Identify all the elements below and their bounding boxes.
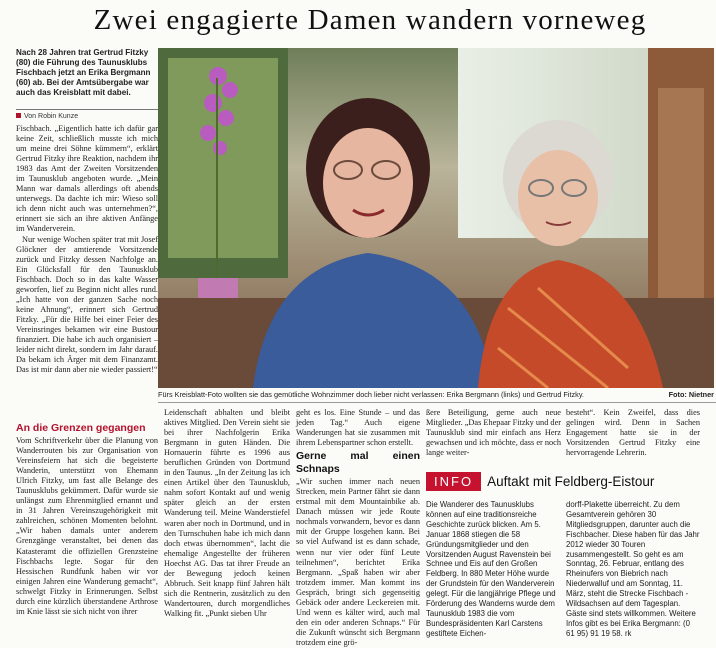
paragraph: Leidenschaft abhalten und bleibt aktives Mitglied. Den Verein sieht sie bei ihrer Nachfolgerin Erika Bergmann in guten Händen. Die Hornauerin führte es 1996 aus beruflichen Gründen von Dortmund in den Taunus. „In der Zeitung las ich einen Artikel über den Taunusklub, nahm sofort Kontakt auf und wenig später gleich an der ersten Wanderung teil. Meine Wanderstiefel waren aber noch in Dortmund, und in den Turnschuhen habe ich mich dann doch etwas übernommen“, lacht die ehemalige Angestellte der früheren Hoechst AG. Das tat ihrer Freude an der Bewegung jedoch keinen Abbruch. Seit knapp fünf Jahren hält sich die Rentnerin, zusätzlich zu den Wandertouren, durch morgendliches Walking fit. „Punkt sieben Uhr [164, 408, 290, 618]
info-column-1 [426, 500, 561, 639]
info-column-2 [566, 500, 700, 639]
paragraph: Vom Schriftverkehr über die Planung von Wanderrouten bis zur Organisation von Vereinsfeiern hat sich die begeisterte Wanderin, unterstützt von Ehemann Ulrich Fitzky, um fast alle Belange des Taunusklubs gekümmert. Dafür wurde sie unlängst zum Ehrenmitglied ernannt und in 31 Jahren Vereinszugehörigkeit mit zahlreichen, schönen Momenten belohnt. „Wir haben damals unter anderem Grenzgänge veranstaltet, bei denen das Katasteramt die offiziellen Grenzsteine Fischbachs legte. Sogar für den Hessischen Rundfunk haben wir vor einigen Jahren eine Wanderung gemacht“, schwelgt Fitzky in Erinnerungen. Selbst durch eine kürzlich überstandene Arthrose im Knie lässt sie sich nicht von ihrer [16, 436, 158, 616]
info-tag: INFO [426, 472, 481, 491]
byline-square-icon [16, 113, 21, 118]
caption-text: Fürs Kreisblatt-Foto wollten sie das gemütliche Wohnzimmer doch lieber nicht verlassen: Erika Bergmann (links) und Gertrud Fitzky. [158, 390, 584, 399]
paragraph: Nur wenige Wochen später trat mit Josef Glöckner der amtierende Vorsitzende zurück und Fitzky dessen Nachfolge an. Ein Glücksfall für den Taunusklub Fischbach. Doch so in das kalte Wasser geworfen, lief zu Beginn nicht alles rund. „Ich hatte von der ganzen Sache noch keine Ahnung“, erinnert sich Gertrud Fitzky. „Für die Hilfe bei einer Feier des Vereinsringes bekamen wir eine Bustour finanziert. Die habe ich auch organisiert – leider nicht direkt, sondern im Jahr darauf. Da bekam ich Ärger mit dem Finanzamt. Das ist mir dann aber nie wieder passiert!“ [16, 234, 158, 375]
paragraph: „Wir suchen immer nach neuen Strecken, mein Partner fährt sie dann erstmal mit dem Mountainbike ab. Danach müssen wir jede Route nochmals vorwandern, bevor es dann mit der Gruppe losgehen kann. Bei so viel Aufwand ist es dann schade, wenn nur vier oder fünf Leute teilnehmen“, berichtet Erika Bergmann. „Spaß haben wir aber trotzdem immer. Man kommt ins Gespräch, bringt sich gegenseitig Gebäck oder andere Leckereien mit. Und wenn es kälter wird, auch mal den ein oder anderen Schnaps.“ Für die Zukunft wünscht sich Bergmann trotzdem eine grö- [296, 477, 420, 647]
paragraph: geht es los. Eine Stunde – und das jeden Tag.“ Auch eigene Wanderungen hat sie zusammen mit ihrem Lebenspartner schon erstellt. [296, 408, 420, 448]
photo-caption [158, 390, 714, 399]
paragraph: dorff-Plakette überreicht. Zu dem Gesamtverein gehören 30 Mitgliedsgruppen, darunter auch die Fischbacher. Diese haben für das Jahr 2012 wieder 30 Touren zusammengestellt. So geht es am Sonntag, 26. Februar, entlang des Rheinufers von Biebrich nach Niederwalluf und am Sonntag, 11. März, steht die Strecke Fischbach - Wildsachsen auf dem Tagesplan. Gäste sind stets willkommen. Weitere Infos gibt es bei Erika Bergmann: (0 61 95) 91 19 58. rk [566, 500, 700, 638]
headline: Zwei engagierte Damen wandern vorneweg [93, 4, 647, 36]
paragraph: Die Wanderer des Taunusklubs können auf eine traditionsreiche Geschichte zurück blicken. Am 5. Januar 1868 stiegen die 58 Gründungsmitglieder und den Vorsitzenden August Ravenstein bei Schnee und Eis auf den Großen Feldberg. In 880 Meter Höhe wurde der Grundstein für den Wanderverein gelegt. Für die langjährige Pflege und Förderung des Wanderns wurde dem Taunusklub 1983 die vom Bundespräsidenten Karl Carstens gestiftete Eichen- [426, 500, 556, 638]
column-1-top [16, 124, 158, 375]
lead-paragraph: Nach 28 Jahren trat Gertrud Fitzky (80) die Führung des Taunusklubs Fischbach jetzt an Erika Bergmann (60) ab. Bei der Amtsübergabe war auch das Kreisblatt mit dabei. [16, 48, 151, 97]
paragraph: Fischbach. „Eigentlich hatte ich dafür gar keine Zeit, schließlich musste ich mich um meine drei Söhne kümmern“, erklärt Gertrud Fitzky ihre Reaktion, nachdem ihr 1983 das Amt der Zweiten Vorsitzenden im Taunusklub angeboten wurde. „Mein Mann war damals allerdings oft abends unterwegs. Da dachte ich mir: Wieso soll ich denn nicht auch was unternehmen?“, erinnert sie sich an ihre aktiven Anfänge im Wanderverein. [16, 124, 158, 234]
subheading-grenzen: An die Grenzen gegangen [16, 422, 146, 434]
info-title: Auftakt mit Feldberg-Eistour [487, 473, 655, 489]
paragraph: besteht“. Kein Zweifel, dass dies gelingen wird. Denn in Sachen Engagement hatte sie in der Vorsitzenden Gertrud Fitzky eine hervorragende Lehrerin. [566, 408, 700, 458]
photo [158, 48, 714, 388]
byline-text: Von Robin Kunze [24, 113, 79, 120]
photo-credit: Foto: Nietner [668, 390, 714, 399]
info-box-header [426, 468, 716, 494]
divider [158, 402, 716, 403]
column-1-bottom [16, 420, 158, 617]
column-3 [296, 408, 420, 648]
byline [16, 109, 158, 120]
paragraph: ßere Beteiligung, gerne auch neue Mitglieder. „Das Ehepaar Fitzky und der Taunusklub sind mir einfach ans Herz gewachsen und ich möchte, dass er noch lange weiter- [426, 408, 562, 458]
photo-illustration [158, 48, 714, 388]
column-5 [566, 408, 700, 458]
column-2 [164, 408, 290, 619]
subheading-schnaps: Gerne mal einen Schnaps [296, 450, 420, 476]
column-4 [426, 408, 561, 458]
